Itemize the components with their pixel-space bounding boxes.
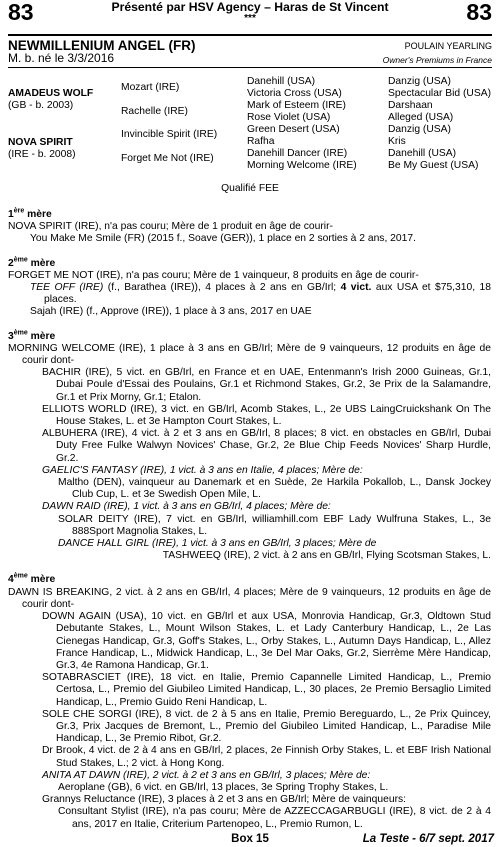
lot-number-right: 83 [466,0,492,25]
mere4-produce: SOTABRASCIET (IRE), 18 vict. en Italie, Premio Capannelle Limited Handicap, L., Premio Certosa, L., Premio del Giubileo Limited Handicap, L., 30 places, 2e Premio Bersaglio Limited Handicap, L., Premio Guido Reni Handicap, L. [42,672,491,708]
pedigree-gen4: Be My Guest (USA) [388,160,479,171]
horse-description: M. b. né le 3/3/2016 [8,51,115,65]
pedigree-gen2: Forget Me Not (IRE) [121,153,214,164]
mere4-produce: SOLE CHE SORGI (IRE), 8 vict. de 2 à 5 ans en Italie, Premio Bereguardo, L., 2e Prix Quincey, Gr.3, Prix Jacques de Bremont, L., Premio del Giubileo Limited Handicap, L., Paradise Mile Handicap, L., 3e Premio Ribot, Gr.2. [42,708,491,745]
section-title-mere3: 3ème mère [8,329,56,342]
section-title-mere4: 4ème mère [8,573,56,586]
pedigree-gen4: Darshaan [388,100,433,111]
mere4-grandproduce: Aeroplane (GB), 6 vict. en GB/Irl, 13 places, 3e Spring Trophy Stakes, L. [58,781,389,793]
pedigree-gen4: Danzig (USA) [388,76,451,87]
pedigree-gen3: Rafha [247,136,275,147]
mere3-produce: ALBUHERA (IRE), 4 vict. à 2 et 3 ans en GB/Irl, 8 places; 8 vict. en obstacles en GB/Irl, Dubai Duty Free Fulke Walwyn Novices' Chase, Gr.2, 2e Blue Chip Feeds Novices' Sharp Hurdle, Gr.2. [42,428,491,464]
pedigree-gen3: Danehill Dancer (IRE) [247,148,348,159]
qualification: Qualifié FEE [221,183,279,194]
pedigree-gen4: Danzig (USA) [388,124,451,135]
mere4-produce: DOWN AGAIN (USA), 10 vict. en GB/Irl et aux USA, Monrovia Handicap, Gr.3, Oldtown Stud Debutante Stakes, L., Mount Wilson Stakes, L. et Lady Canterbury Handicap, L., 2e Las Cienegas Handicap, Gr.3, Goff's Stakes, L., Orby Stakes, L., Autumn Days Handicap, L., Allez France Handicap, L., Midwick Handicap, L., 3e Del Mar Oaks, Gr.2, Sierrème Mère Handicap, Gr.3, 4e Ramona Handicap, Gr.1. [42,611,491,671]
dam-info: (IRE - b. 2008) [8,149,76,160]
mere4-produce: Grannys Reluctance (IRE), 3 places à 2 et 3 ans en GB/Irl; Mère de vainqueurs: [42,794,407,806]
pedigree-gen2: Mozart (IRE) [121,82,180,93]
pedigree-gen4: Danehill (USA) [388,148,457,159]
pedigree-gen4: Spectacular Bid (USA) [388,88,492,99]
pedigree-gen3: Rose Violet (USA) [247,112,331,123]
mere4-produce: ANITA AT DAWN (IRE), 2 vict. à 2 et 3 ans en GB/Irl, 3 places; Mère de: [42,769,371,781]
sale-note: Owner's Premiums in France [382,55,492,65]
stars: *** [244,13,256,24]
sale-location: La Teste - 6/7 sept. 2017 [362,832,494,845]
section-title-mere1: 1ère mère [8,207,52,220]
mere3-produce: BACHIR (IRE), 5 vict. en GB/Irl, en France et en UAE, Entenmann's Irish 2000 Guineas, Gr.1, Dubai Poule d'Essai des Poulains, Gr.1 et Richmond Stakes, Gr.2, 3e Prix de la Salamandre, Gr.1 et Prix Morny, Gr.1; Etalon. [42,367,491,403]
pedigree-gen3: Green Desert (USA) [247,124,340,135]
mere1-produce: You Make Me Smile (FR) (2015 f., Soave (GER)), 1 place en 2 sorties à 2 ans, 2017. [30,233,416,245]
pedigree-gen3: Mark of Esteem (IRE) [247,100,346,111]
mere3-produce: DAWN RAID (IRE), 1 vict. à 3 ans en GB/Irl, 4 places; Mère de: [42,501,331,513]
pedigree-gen3: Morning Welcome (IRE) [247,160,357,171]
sire-name: AMADEUS WOLF [8,88,94,99]
mere3-line: MORNING WELCOME (IRE), 1 place à 3 ans en GB/Irl; Mère de 9 vainqueurs, 12 produits en âge de courir dont- [8,342,491,367]
horse-name: NEWMILLENIUM ANGEL (FR) [8,38,196,53]
mere3-grandproduce: Maltho (DEN), vainqueur au Danemark et en Suède, 2e Harkila Pokallob, L., Dansk Jockey Club Cup, L. et 3e Swedish Open Mile, L. [58,477,491,501]
mere2-produce: Sajah (IRE) (f., Approve (IRE)), 1 place à 3 ans, 2017 en UAE [30,306,312,318]
pedigree-table [8,72,498,172]
mere4-produce: Dr Brook, 4 vict. de 2 à 4 ans en GB/Irl, 2 places, 2e Finnish Orby Stakes, L. et EBF Irish National Stud Stakes, L.; 2 vict. à Hong Kong. [42,745,491,769]
sale-type: POULAIN YEARLING [404,41,492,51]
section-title-mere2: 2ème mère [8,256,56,269]
pedigree-gen4: Kris [388,136,406,147]
mere3-grandproduce: DANCE HALL GIRL (IRE), 1 vict. à 3 ans en GB/Irl, 3 places; Mère de [58,538,377,550]
mere3-produce: GAELIC'S FANTASY (IRE), 1 vict. à 3 ans en Italie, 4 places; Mère de: [42,464,363,476]
mere3-grandproduce: SOLAR DEITY (IRE), 7 vict. en GB/Irl, williamhill.com EBF Lady Wulfruna Stakes, L., 3e 888Sport Magnolia Stakes, L. [58,513,491,537]
mere2-produce: TEE OFF (IRE) (f., Barathea (IRE)), 4 places à 2 ans en GB/Irl; 4 vict. aux USA et $75,310, 18 places. [30,282,491,306]
pedigree-gen2: Invincible Spirit (IRE) [121,129,218,140]
mere3-grandproduce: TASHWEEQ (IRE), 2 vict. à 2 ans en GB/Irl, Flying Scotsman Stakes, L. [162,550,491,562]
catalogue-body [8,205,491,831]
divider [8,67,492,68]
pedigree-gen4: Alleged (USA) [388,112,454,123]
pedigree-gen3: Danehill (USA) [247,76,316,87]
presenter: Présenté par HSV Agency – Haras de St Vincent [111,0,389,14]
mere1-line: NOVA SPIRIT (IRE), n'a pas couru; Mère de 1 produit en âge de courir- [8,221,333,233]
box-number: Box 15 [231,832,269,845]
mere3-produce: ELLIOTS WORLD (IRE), 3 vict. en GB/Irl, Acomb Stakes, L., 2e UBS LaingCruickshank On The House Stakes, L. et 3e Hampton Court Stakes, L. [42,403,491,428]
pedigree-gen2: Rachelle (IRE) [121,106,188,117]
mere4-grandproduce: Consultant Stylist (IRE), n'a pas couru; Mère de AZZECCAGARBUGLI (IRE), 8 vict. de 2 à 4 ans, 2017 en Italie, Criterium Partenopeo, L., Premio Rumon, L. [58,806,491,830]
dam-name: NOVA SPIRIT [8,137,73,148]
lot-number-left: 83 [8,0,34,25]
sire-info: (GB - b. 2003) [8,100,74,111]
mere2-line: FORGET ME NOT (IRE), n'a pas couru; Mère de 1 vainqueur, 8 produits en âge de courir- [8,269,419,281]
mere4-line: DAWN IS BREAKING, 2 vict. à 2 ans en GB/Irl, 4 places; Mère de 9 vainqueurs, 12 produits en âge de courir dont- [8,586,491,610]
horse-header [8,34,492,65]
pedigree-gen3: Victoria Cross (USA) [247,88,342,99]
